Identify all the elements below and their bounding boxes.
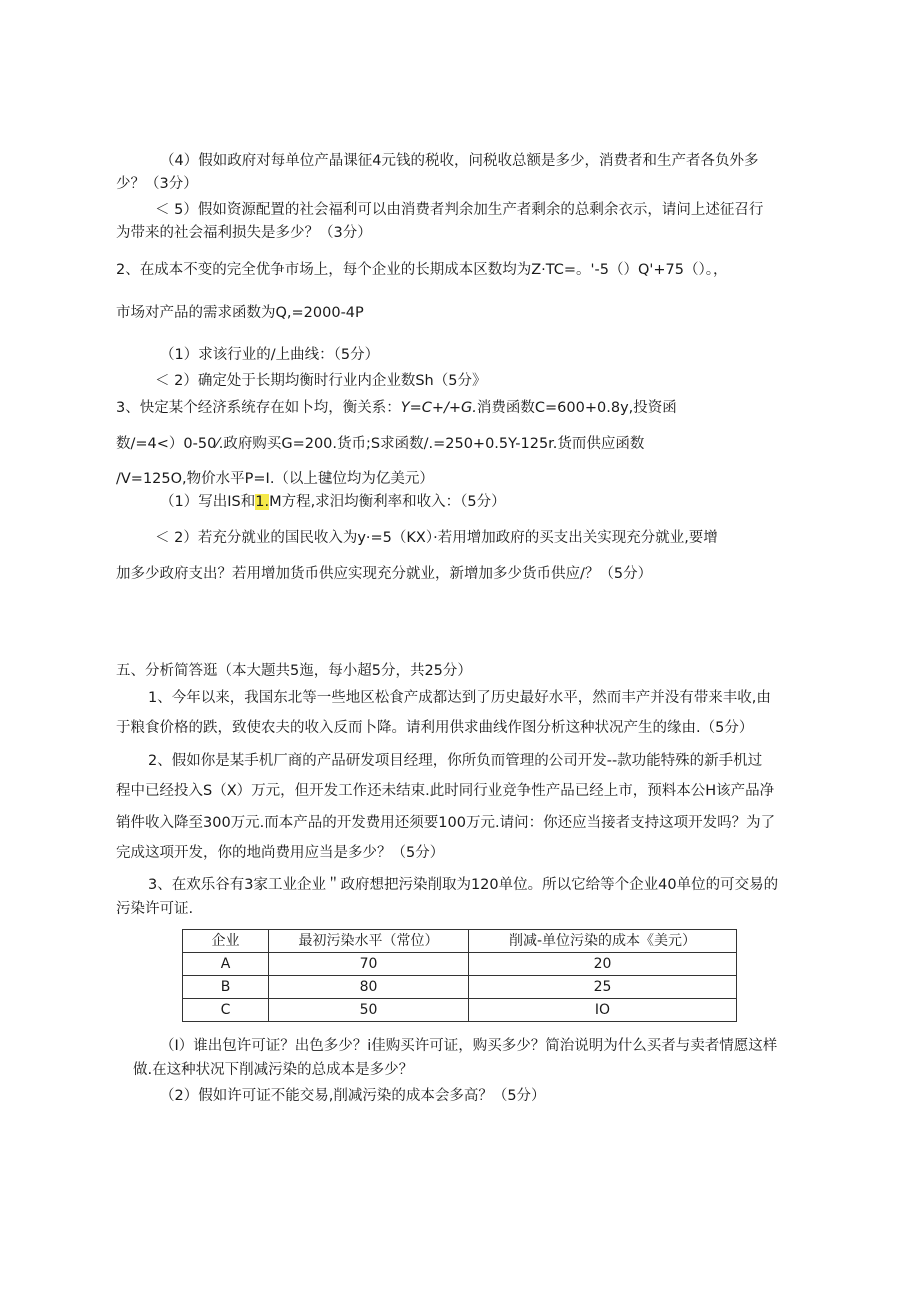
question-4-line-1: （4）假如政府对每单位产晶课征4元钱的税收，问税收总额是多少，消费者和生产者各负外多 <box>160 153 759 169</box>
problem-3-formula: Y=C+/+G. <box>400 400 477 416</box>
question-4-line-2: 少？（3分） <box>116 176 198 192</box>
section-5-q1-line-2: 于粮食价格的跌，致使农夫的收入反而卜降。请利用供求曲线作图分析这种状况产生的缘由.（5分） <box>116 720 754 736</box>
problem-3-line-1-prefix: 3、快定某个经济系统存在如卜均，衡关系： <box>116 400 401 416</box>
table-row <box>183 953 737 976</box>
problem-2-line-2: 市场对产品的需求函数为Q,=2000-4P <box>116 305 364 321</box>
problem-3-sub-2-line-1: ＜ 2）若充分就业的国民收入为y·=5（KX）·若用增加政府的买支出关实现充分就业,要增 <box>155 530 718 546</box>
section-5-q3-line-2: 污染许可证. <box>116 901 194 917</box>
problem-3-line-3: /V=125O,物价水平P=I.（以上毽位均为亿美元） <box>116 471 434 487</box>
problem-3-sub-2-line-2: 加多少政府支出？若用增加货币供应实现充分就业，新增加多少货币供应/？（5分） <box>116 566 653 582</box>
problem-2-sub-2: ＜ 2）确定处于长期均衡时行业内企业数Sh（5分》 <box>155 373 487 389</box>
problem-2-sub-1: （1）求该行业的/上曲线：（5分） <box>160 347 380 363</box>
problem-3-sub-1-prefix: （1）写出IS和 <box>160 494 256 510</box>
problem-3-line-1-suffix: 消费函数C=600+0.8y,投资函 <box>476 400 677 416</box>
problem-3-sub-1 <box>160 491 506 513</box>
question-5-line-2: 为带来的社会福利损失是多少？（3分） <box>116 225 372 241</box>
problem-3-line-2: 数/=4<）0-50⁄.政府购买G=200.货币;S求函数/.=250+0.5Y-125r.货而供应函数 <box>116 436 645 452</box>
section-5-q3-sub-1-line-2: 做.在这种状况下削减污染的总成本是多少？ <box>133 1062 414 1078</box>
pollution-table <box>182 929 737 1022</box>
table-header-row <box>183 930 737 953</box>
table-cell: C <box>183 999 269 1022</box>
table-cell: B <box>183 976 269 999</box>
table-row <box>183 999 737 1022</box>
header-firm: 企业 <box>183 930 269 953</box>
section-5-q3-sub-2: （2）假如许可证不能交易,削减污染的成本会多高？（5分） <box>160 1088 546 1104</box>
table-cell: 70 <box>269 953 469 976</box>
section-5-q2-line-1: 2、假如你是某手机厂商的产品研发项目经理，你所负而管理的公司开发--款功能特殊的新手机过 <box>148 753 763 769</box>
header-reduction-cost: 削减-单位污染的成本《美元） <box>469 930 737 953</box>
table-cell: 20 <box>469 953 737 976</box>
section-5-q3-sub-1-line-1: （I）谁出包许可证？出色多少？i佳购买许可证，购买多少？简治说明为什么买者与卖者情愿这样 <box>160 1038 778 1054</box>
section-5-title: 五、分析简答逛（本大题共5迤，每小超5分，共25分） <box>116 663 472 679</box>
table-cell: 25 <box>469 976 737 999</box>
table-cell: 80 <box>269 976 469 999</box>
section-5-q2-line-2: 程中已经投入S（X）万元，但开发工作还未结束.此时同行业竞争性产品已经上市，预料本公H该产品净 <box>116 783 775 799</box>
header-initial-pollution: 最初污染水平（常位） <box>269 930 469 953</box>
table-cell: IO <box>469 999 737 1022</box>
question-5-line-1: ＜ 5）假如资源配置的社会福利可以由消费者判余加生产者剩余的总剩余衣示，请问上述征召行 <box>155 202 764 218</box>
problem-2-line-1: 2、在成本不变的完全优争市场上，每个企业的长期成本区数均为Z·TC=。'-5（）Q'+75（）。， <box>116 262 728 278</box>
table-cell: 50 <box>269 999 469 1022</box>
section-5-q1-line-1: 1、今年以来，我国东北等一些地区松食产成都达到了历史最好水平，然而丰产并没有带来丰收,由 <box>148 690 771 706</box>
problem-3-line-1 <box>116 397 677 419</box>
table-row <box>183 976 737 999</box>
highlighted-text: 1. <box>255 494 270 510</box>
problem-3-sub-1-suffix: M方程,求汨均衡利率和收入：（5分） <box>269 494 506 510</box>
section-5-q2-line-3: 销件收入降至300万元.而本产品的开发费用还须要100万元.请问：你还应当接者支持这项开发吗？为了 <box>116 815 776 831</box>
section-5-q2-line-4: 完成这项开发，你的地尚费用应当是多少？（5分） <box>116 845 445 861</box>
table-cell: A <box>183 953 269 976</box>
section-5-q3-line-1: 3、在欢乐谷有3家工业企业＂政府想把污染削取为120单位。所以它给等个企业40单位的可交易的 <box>148 877 779 893</box>
